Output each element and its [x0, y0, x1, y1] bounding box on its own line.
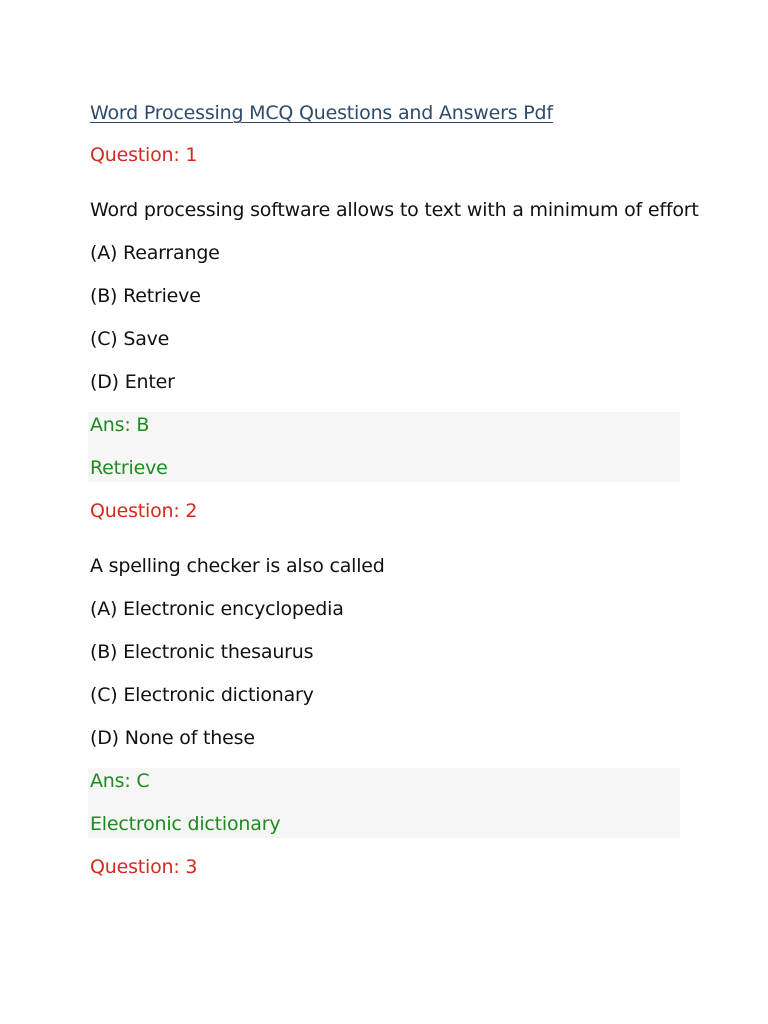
question-1-answer: Ans: B	[90, 414, 150, 436]
question-1-option-d: (D) Enter	[90, 371, 175, 393]
question-2-option-a: (A) Electronic encyclopedia	[90, 598, 344, 620]
question-2-text: A spelling checker is also called	[90, 555, 385, 577]
question-1-option-a: (A) Rearrange	[90, 242, 220, 264]
question-1-option-b: (B) Retrieve	[90, 285, 201, 307]
question-1-answer-text: Retrieve	[90, 457, 168, 479]
question-2-option-b: (B) Electronic thesaurus	[90, 641, 314, 663]
question-2-answer-text: Electronic dictionary	[90, 813, 281, 835]
question-1-heading: Question: 1	[90, 144, 198, 166]
question-2-option-d: (D) None of these	[90, 727, 255, 749]
question-3-heading: Question: 3	[90, 856, 198, 878]
document-title[interactable]: Word Processing MCQ Questions and Answers Pdf	[90, 102, 553, 124]
question-1-option-c: (C) Save	[90, 328, 170, 350]
question-2-option-c: (C) Electronic dictionary	[90, 684, 314, 706]
question-1-text: Word processing software allows to text with a minimum of effort	[90, 199, 699, 221]
question-2-answer: Ans: C	[90, 770, 150, 792]
answer-block-1	[88, 412, 680, 482]
question-2-heading: Question: 2	[90, 500, 198, 522]
